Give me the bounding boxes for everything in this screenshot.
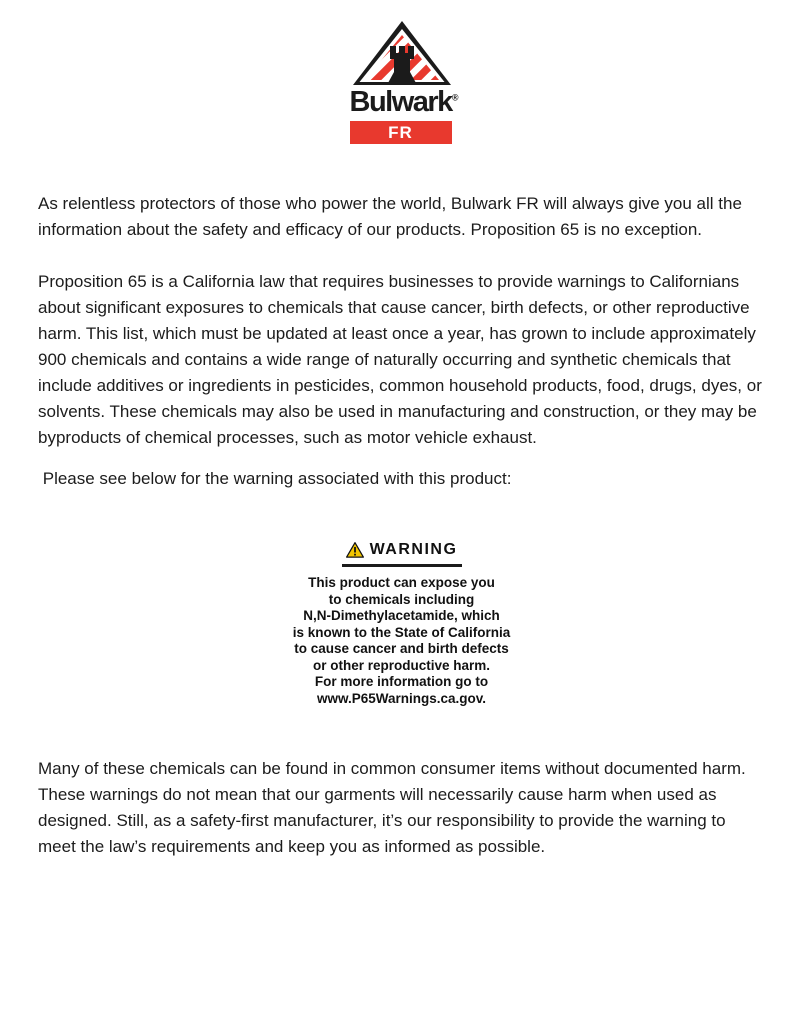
fr-banner: FR: [350, 121, 452, 144]
warning-underline: [342, 564, 462, 567]
warning-text-line: to cause cancer and birth defects: [294, 641, 509, 656]
warning-title-row: [272, 541, 532, 559]
bulwark-shield-castle-icon: [352, 20, 452, 86]
closing-paragraph: Many of these chemicals can be found in common consumer items without documented harm. These warnings do not mean that our garments will necessarily cause harm when used as designed. Still, as a safety-first manufacturer, it’s our responsibility to provide the warning to meet the law’s requirements and keep you as informed as possible.: [38, 759, 751, 856]
warning-text-line: For more information go to: [314, 674, 489, 689]
p65-warning-label: [272, 541, 532, 707]
warning-triangle-icon: [346, 542, 364, 558]
intro-paragraph: As relentless protectors of those who power the world, Bulwark FR will always give you all the information about the safety and efficacy of our products. Proposition 65 is no exception.: [38, 194, 747, 239]
warning-text-line: or other reproductive harm.: [312, 657, 491, 673]
warning-text-line: to chemicals including: [328, 591, 475, 607]
warning-text-line: This product can expose you: [308, 575, 495, 590]
warning-title: WARNING: [369, 541, 458, 558]
warning-lead-in-line: Please see below for the warning associated with this product:: [38, 469, 512, 488]
registered-trademark-symbol: ®: [451, 92, 459, 103]
warning-text-line: is known to the State of California: [292, 624, 511, 640]
warning-text-line: www.P65Warnings.ca.gov.: [316, 690, 487, 706]
brand-wordmark: [349, 86, 459, 118]
bulwark-fr-logo: [349, 20, 459, 144]
document-page: [0, 20, 800, 1036]
prop65-paragraph: Proposition 65 is a California law that requires businesses to provide warnings to Californians about significant exposures to chemicals that cause cancer, birth defects, or other reproductive harm. This list, which must be updated at least once a year, has grown to include approximately 900 chemicals and contains a wide range of naturally occurring and synthetic chemicals that include additives or ingredients in pesticides, common household products, food, drugs, dyes, or solvents. These chemicals may also be used in manufacturing and construction, or they may be byproducts of chemical processes, such as motor vehicle exhaust.: [38, 272, 767, 447]
warning-text-line: N,N-Dimethylacetamide, which: [303, 608, 500, 623]
brand-name: Bulwark: [349, 86, 452, 118]
